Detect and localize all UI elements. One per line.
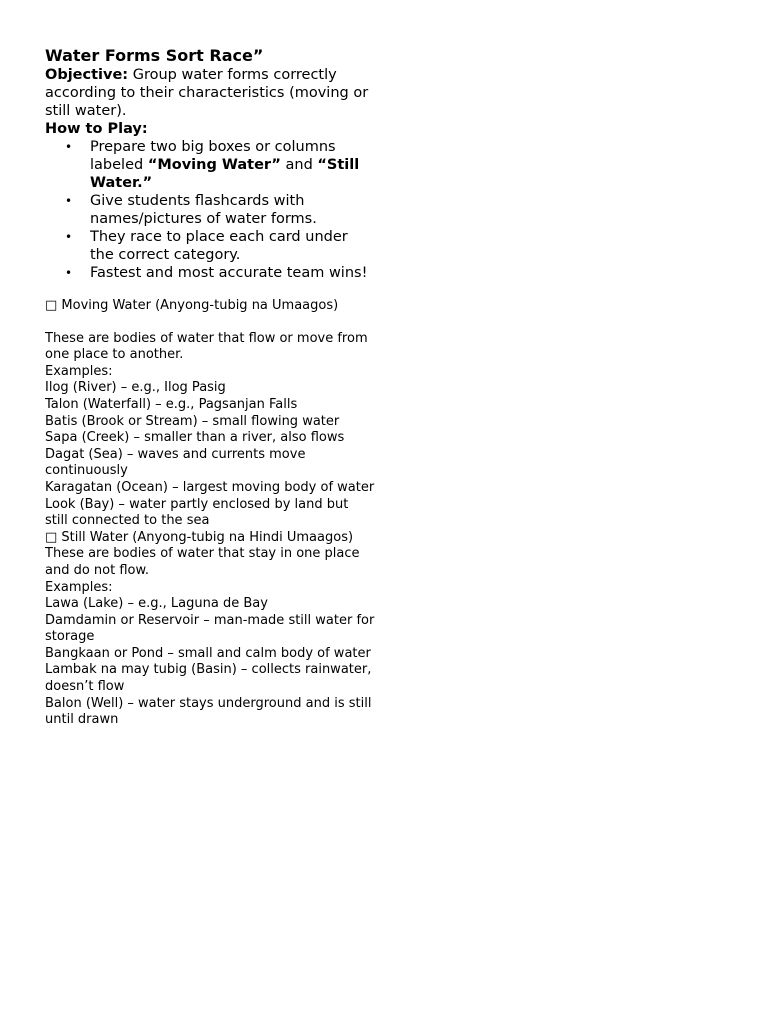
example-item: Damdamin or Reservoir – man-made still water for storage xyxy=(45,612,375,645)
list-item xyxy=(45,264,375,282)
example-item: Dagat (Sea) – waves and currents move continuously xyxy=(45,446,306,479)
list-item xyxy=(45,138,375,192)
example-item: Bangkaan or Pond – small and calm body of water xyxy=(45,645,371,661)
bullet-icon: • xyxy=(65,140,73,154)
list-item xyxy=(45,228,375,264)
moving-water-term: “Moving Water” xyxy=(147,157,281,173)
list-item xyxy=(45,192,375,228)
moving-water-section xyxy=(45,298,375,530)
objective-label: Objective: xyxy=(45,67,129,83)
bullet-icon: • xyxy=(65,194,73,208)
example-item: Lawa (Lake) – e.g., Laguna de Bay xyxy=(45,596,268,612)
bullet-icon: • xyxy=(65,230,73,244)
spacer xyxy=(45,315,375,331)
still-water-description: These are bodies of water that stay in one place and do not flow. xyxy=(45,546,360,578)
page-title: Water Forms Sort Race” xyxy=(45,46,264,65)
example-item: Ilog (River) – e.g., Ilog Pasig xyxy=(45,380,226,396)
item-text: and xyxy=(280,157,318,173)
moving-examples-label: Examples: xyxy=(45,363,113,379)
moving-water-description: These are bodies of water that flow or move from one place to another. xyxy=(45,330,368,363)
how-to-play-label: How to Play: xyxy=(45,121,148,137)
bullet-icon: • xyxy=(65,266,73,280)
example-item: Sapa (Creek) – smaller than a river, also flows xyxy=(45,430,345,446)
item-text: Give students flashcards with names/pictures of water forms. xyxy=(90,193,317,227)
example-item: Batis (Brook or Stream) – small flowing water xyxy=(45,413,340,429)
still-water-term: “Still Water.” xyxy=(90,157,360,191)
still-water-heading: □ Still Water (Anyong-tubig na Hindi Umaagos) xyxy=(45,529,354,545)
objective-text: Group water forms correctly according to their characteristics (moving or still water). xyxy=(45,67,369,119)
example-item: Talon (Waterfall) – e.g., Pagsanjan Falls xyxy=(45,396,298,412)
how-to-play-list xyxy=(45,138,375,282)
objective-paragraph xyxy=(45,66,375,120)
example-item: Balon (Well) – water stays underground and is still until drawn xyxy=(45,695,372,728)
content-column xyxy=(45,46,375,729)
item-text: They race to place each card under the correct category. xyxy=(90,229,348,263)
example-item: Karagatan (Ocean) – largest moving body of water xyxy=(45,479,375,495)
moving-water-heading: □ Moving Water (Anyong-tubig na Umaagos) xyxy=(45,298,339,313)
example-item: Look (Bay) – water partly enclosed by land but still connected to the sea xyxy=(45,496,349,529)
still-examples-label: Examples: xyxy=(45,579,113,595)
example-item: Lambak na may tubig (Basin) – collects rainwater, doesn’t flow xyxy=(45,662,372,695)
still-water-section xyxy=(45,530,375,729)
item-text: Prepare two big boxes or columns labeled xyxy=(90,139,336,173)
item-text: Fastest and most accurate team wins! xyxy=(90,265,368,281)
